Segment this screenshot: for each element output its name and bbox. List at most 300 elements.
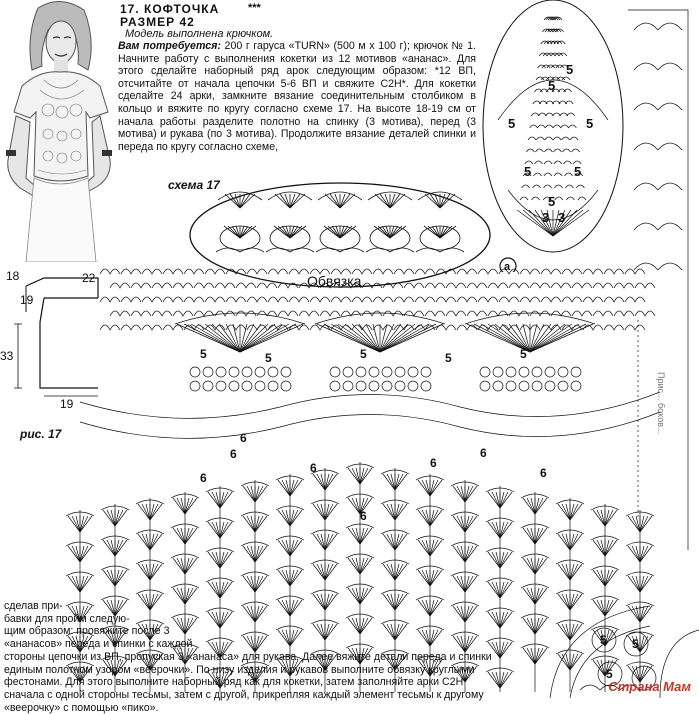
chart-fan-stitch [212,582,220,598]
chart-fan-stitch [220,552,228,568]
chart-fan-stitch [632,516,640,532]
chart-fan-stitch [290,480,298,496]
chart-fan-stitch [352,498,360,514]
bottom-line: «ананасов» переда и спинки с каждой [4,638,193,651]
chart-bead [216,367,226,377]
edging-stitch [380,194,390,208]
svg-text:6: 6 [230,447,237,461]
chart-arc [457,297,477,302]
chart-fan-stitch [492,522,500,538]
chart-fan-stitch [247,516,255,532]
motif-loop [534,161,542,164]
bottom-line: щим образом: провяжите после 3 [4,625,170,638]
chart-arc [604,269,624,274]
chart-fan-stitch [352,558,360,574]
chart-bead [519,367,529,377]
dim-length: 33 [0,349,14,363]
chart-arc [383,283,403,288]
chart-arc [415,297,435,302]
chart-arc [184,269,204,274]
chart-fan-arc [465,313,595,324]
chart-bead [493,367,503,377]
chart-arc [488,311,508,316]
edging-stitch [282,226,290,238]
svg-text:6: 6 [200,471,207,485]
motif-loop [566,197,574,200]
chart-arc [131,311,151,316]
edging-stitch [340,226,348,238]
chart-arc [110,311,130,316]
motif-loop [545,113,553,116]
svg-text:5: 5 [600,633,607,647]
chart-arc [614,283,634,288]
chart-arc [604,325,624,330]
chart-fan-stitch [605,570,613,586]
chart-fan-stitch [282,570,290,586]
edging-stitch [332,226,340,238]
chart-fan-stitch [570,564,578,580]
chart-fan-stitch [72,576,80,592]
motif-loop [520,197,528,200]
chart-arc [635,311,655,316]
svg-text:5: 5 [548,78,556,93]
chart-fan-stitch [632,546,640,562]
chart-fan-stitch [395,474,403,490]
chart-fan-stitch [352,528,360,544]
motif-loop [564,173,572,176]
chart-arc [436,269,456,274]
chart-fan-stitch [325,504,333,520]
chart-arc [572,283,592,288]
chart-fan-stitch [247,486,255,502]
chart-arc [152,311,172,316]
chart-arc [499,269,519,274]
chart-arc [583,325,603,330]
edging-caption: Обвязка [307,273,362,289]
chart-fan-stitch [527,558,535,574]
chart-fan-stitch [527,528,535,544]
chart-fan-stitch [212,552,220,568]
chart-arc [562,269,582,274]
motif-a-label: а [504,261,511,272]
chart-fan-stitch [150,564,158,580]
dim-armhole: 19 [20,293,34,307]
motif-loop [554,149,562,152]
svg-text:6: 6 [360,509,367,523]
chart-fan-stitch [255,516,263,532]
chart-arc [520,269,540,274]
motif-loop [578,197,586,200]
chart-fan-stitch [282,540,290,556]
chart-arc [194,283,214,288]
chart-arc [100,297,120,302]
chart-fan-stitch [360,468,368,484]
motif-loop [561,125,569,128]
chart-bead [395,381,405,391]
chart-fan-stitch [457,546,465,562]
motif-loop [544,161,552,164]
bottom-instructions [4,600,544,714]
chart-bead [255,381,265,391]
motif-loop [544,173,552,176]
chart-fan-stitch [317,564,325,580]
chart-fan-stitch [317,534,325,550]
svg-text:6: 6 [430,456,437,470]
chart-fan-stitch [185,558,193,574]
dim-bottom: 19 [60,397,74,411]
chart-fan-stitch [422,480,430,496]
chart-fan-stitch [500,492,508,508]
motif-loop [544,185,552,188]
chart-fan-stitch [80,576,88,592]
chart-arc [394,297,414,302]
chart-fan-stitch [465,576,473,592]
figure-label: рис. 17 [20,427,62,441]
chart-fan-stitch [325,474,333,490]
chart-fan-stitch [324,324,380,352]
size-line: РАЗМЕР 42 [120,15,195,29]
chart-bead [190,367,200,377]
chart-arc [593,283,613,288]
motif-loop [535,149,543,152]
chart-fan-stitch [150,534,158,550]
motif-loop [562,77,570,80]
chart-bead [242,381,252,391]
chart-arc [299,283,319,288]
motif-loop [554,185,562,188]
bottom-line: «веерочку» с помощью «пико». [4,701,159,714]
edging-stitch [240,226,248,238]
motif-loop [553,113,561,116]
chart-arc [530,283,550,288]
chart-fan-stitch [640,576,648,592]
chart-arc [121,325,141,330]
chart-fan-stitch [142,504,150,520]
chart-arc [478,269,498,274]
chart-bead [268,381,278,391]
chart-arc [520,297,540,302]
chart-fan-stitch [597,510,605,526]
motif-loop [565,185,573,188]
chart-fan-stitch [107,540,115,556]
chart-bead [506,381,516,391]
chart-arc [205,297,225,302]
chart-arc [236,283,256,288]
bottom-line: стороны цепочки из ВП, пропуская 3 «ананаса» для рукава. Далее вяжите детали переда и спинки [4,650,492,663]
edging-stitch [390,226,398,238]
instructions-body: Начните работу с выполнения кокетки из 12 мотивов «ананас». Для этого сделайте наборный ряд арок следующим образом: *12 ВП, отсчитайте от начала цепочки 5-6 ВП и свяжите С2Н*. Для кокетки сделайте 24 арки, замкните вязание соединительным столбиком в кольцо и вяжите по кругу согласно схеме 17. На высоте 18-19 см от начала работы разделите полотно на спинку (3 мотива), перед (3 мотива) и рукава (по 3 мотива). Продолжите вязание деталей спинки и переда по кругу согласно схеме, [118,52,476,153]
chart-arc [331,297,351,302]
chart-arc [310,297,330,302]
chart-bead [480,367,490,377]
svg-text:3: 3 [542,210,550,225]
chart-arc [352,297,372,302]
chart-arc [404,283,424,288]
chart-fan-stitch [457,516,465,532]
svg-text:5: 5 [520,347,527,361]
chart-fan-stitch [422,510,430,526]
chart-fan-stitch [255,546,263,562]
chart-fan-stitch [360,528,368,544]
motif-loop [554,161,562,164]
motif-loop [545,125,553,128]
chart-arc [205,269,225,274]
chart-arc [593,311,613,316]
chart-fan-stitch [177,324,240,352]
chart-arc [583,297,603,302]
chart-fan-stitch [640,546,648,562]
chart-arc [268,297,288,302]
chart-arc [572,311,592,316]
chart-fan-stitch [282,480,290,496]
motif-loop [532,197,540,200]
chart-fan-stitch [185,528,193,544]
chart-arc [331,269,351,274]
chart-bead [255,367,265,377]
chart-arc [226,297,246,302]
motif-loop [534,173,542,176]
chart-arc [352,269,372,274]
chart-arc [226,269,246,274]
chart-arc [541,297,561,302]
edging-stitch [290,194,300,208]
chart-fan-stitch [317,324,380,352]
bottom-line: бавки для пройм следую- [4,612,130,625]
edging-stitch [340,194,350,208]
chart-arc [299,311,319,316]
svg-text:6: 6 [310,461,317,475]
motif-loop [564,89,572,92]
edging-stitch [382,226,390,238]
edging-stitch [390,194,400,208]
chart-fan-stitch [290,540,298,556]
chart-fan-stitch [465,486,473,502]
chart-bead [571,381,581,391]
chart-fan-stitch [430,540,438,556]
chart-bead [343,367,353,377]
chart-fan-stitch [142,534,150,550]
chart-arc [541,269,561,274]
instructions-text [118,40,476,153]
chart-fan-stitch [457,486,465,502]
chart-arc [278,283,298,288]
chart-bead [558,367,568,377]
chart-fan-stitch [530,324,586,352]
edging-stitch [432,226,440,238]
chart-fan-stitch [535,558,543,574]
chart-fan-stitch [115,570,123,586]
chart-bead [408,381,418,391]
chart-fan-stitch [395,504,403,520]
motif-loop [563,149,571,152]
materials-heading: Вам потребуется: [118,40,221,52]
chart-arc [394,269,414,274]
chart-arc [289,297,309,302]
chart-bead [506,367,516,377]
chart-bead [356,367,366,377]
chart-fan-stitch [605,540,613,556]
model-photo [0,0,118,262]
motif-loop [544,149,552,152]
chart-fan-stitch [562,564,570,580]
chart-bead [356,381,366,391]
chart-fan-stitch [492,582,500,598]
chart-fan-stitch [430,570,438,586]
chart-arc [415,269,435,274]
chart-arc [247,297,267,302]
dim-top: 22 [82,271,96,285]
motif-loop [553,137,561,140]
chart-fan-stitch [255,576,263,592]
chart-arc [362,283,382,288]
chart-fan-stitch [527,498,535,514]
svg-text:5: 5 [606,667,613,681]
chart-fan-stitch [597,540,605,556]
bottom-line: сначала с одной стороны тесьмы, затем с другой, прикрепляя каждый элемент тесьмы к другому [4,688,484,701]
chart-fan-stitch [220,492,228,508]
chart-bead [532,367,542,377]
chart-fan-stitch [220,522,228,538]
edging-stitch [290,226,298,238]
chart-fan-stitch [597,570,605,586]
chart-bead [532,381,542,391]
chart-arc [635,283,655,288]
motif-loop [576,185,584,188]
svg-text:5: 5 [566,62,574,77]
svg-text:5: 5 [574,164,582,179]
motif-loop [533,185,541,188]
chart-arc [110,283,130,288]
svg-text:5: 5 [548,194,556,209]
chart-arc [625,325,645,330]
svg-text:5: 5 [524,164,532,179]
chart-arc [499,297,519,302]
chart-arc [184,297,204,302]
chart-arc [173,283,193,288]
svg-text:5: 5 [360,347,367,361]
chart-bead [493,381,503,391]
chart-fan-stitch [535,528,543,544]
chart-fan-stitch [212,492,220,508]
chart-arc [583,269,603,274]
motif-loop [562,137,570,140]
chart-fan-stitch [107,510,115,526]
chart-bead [268,367,278,377]
chart-arc [247,269,267,274]
chart-fan-stitch [247,576,255,592]
bottom-line: единым полотном узором «веерочки». По низу изделия и рукавов выполните обвязку круглыми [4,663,475,676]
chart-bead [281,367,291,377]
chart-fan-stitch [317,504,325,520]
chart-arc [373,297,393,302]
schema-label: схема 17 [168,178,220,192]
chart-fan-stitch [380,324,436,352]
chart-bead [480,381,490,391]
chart-fan-stitch [352,468,360,484]
chart-arc [614,311,634,316]
chart-fan-stitch [430,510,438,526]
chart-arc [446,311,466,316]
chart-bead [330,381,340,391]
chart-bead [395,367,405,377]
chart-fan-stitch [317,474,325,490]
chart-fan-stitch [184,324,240,352]
chart-bead [421,381,431,391]
chart-fan-stitch [430,480,438,496]
dim-shoulder: 18 [6,269,20,283]
chart-arc [268,269,288,274]
chart-arc [457,325,477,330]
chart-arc [142,325,162,330]
chart-arc [625,297,645,302]
chart-arc [373,325,393,330]
chart-arc [152,283,172,288]
chart-fan-stitch [282,510,290,526]
chart-fan-stitch [387,534,395,550]
chart-fan-stitch [562,534,570,550]
chart-bead [382,367,392,377]
chart-fan-stitch [325,564,333,580]
chart-arc [320,311,340,316]
chart-fan-stitch [387,504,395,520]
chart-arc [131,283,151,288]
svg-text:6: 6 [540,466,547,480]
chart-fan-stitch [80,546,88,562]
chart-fan-stitch [530,324,593,352]
chart-fan-stitch [500,522,508,538]
chart-fan-stitch [632,576,640,592]
edging-stitch [280,194,290,208]
chart-fan-stitch [142,564,150,580]
chart-arc [551,283,571,288]
chart-arc [142,297,162,302]
chart-fan-stitch [605,510,613,526]
chart-bead [421,367,431,377]
motif-loop [572,149,580,152]
motif-loop [553,125,561,128]
chart-bead [203,367,213,377]
motif-loop [536,137,544,140]
motif-loop [560,113,568,116]
chart-fan-stitch [115,510,123,526]
motif-loop [567,113,575,116]
chart-fan-stitch [240,324,303,352]
site-watermark: Страна Мам [608,679,691,694]
motif-loop [568,125,576,128]
chart-fan-stitch [177,558,185,574]
motif-loop [530,125,538,128]
chart-arc [100,325,120,330]
chart-fan-stitch [387,474,395,490]
chart-arc [488,283,508,288]
chart-arc [478,297,498,302]
svg-text:5: 5 [586,116,594,131]
motif-loop [528,137,536,140]
chart-fan-stitch [72,516,80,532]
chart-bead [369,367,379,377]
chart-fan-stitch [107,570,115,586]
chart-arc [425,283,445,288]
chart-bead [330,367,340,377]
chart-fan-stitch [422,540,430,556]
chart-fan-stitch [185,498,193,514]
chart-fan-stitch [562,504,570,520]
chart-arc [310,269,330,274]
edging-stitch [232,226,240,238]
chart-bead [545,367,555,377]
difficulty-stars: *** [248,2,261,14]
svg-text:5: 5 [508,116,516,131]
